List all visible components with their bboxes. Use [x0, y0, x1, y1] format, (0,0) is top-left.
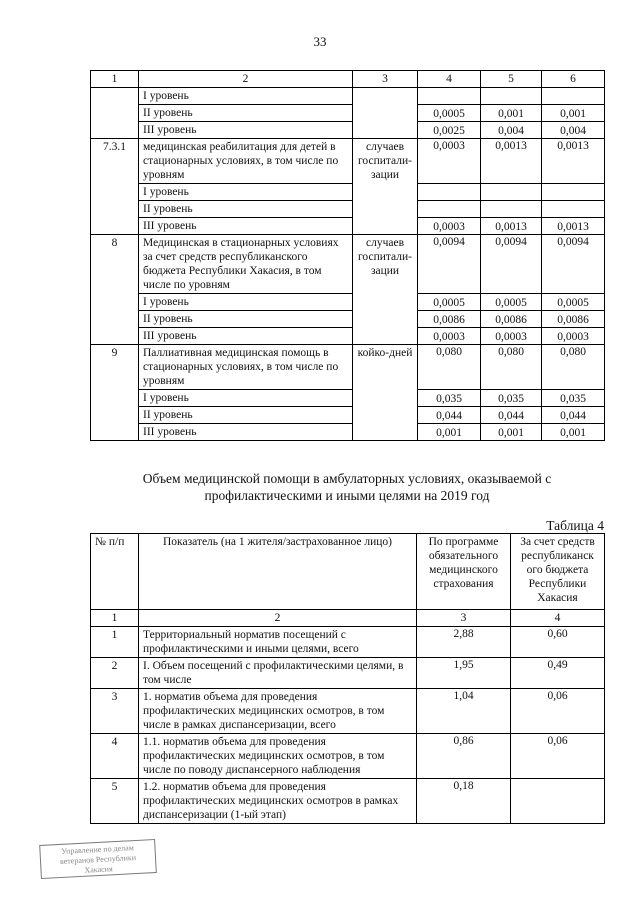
table-row [91, 734, 605, 779]
value-cell: 0,0003 [418, 218, 481, 235]
row-name-cell: III уровень [139, 122, 353, 139]
value-cell: 0,0094 [542, 235, 605, 294]
row-number-cell: 9 [91, 345, 139, 441]
table-row [91, 184, 605, 201]
value-cell [418, 88, 481, 105]
row-name-cell: II уровень [139, 105, 353, 122]
unit-cell: случаев госпитали-зации [353, 235, 418, 345]
table-row [91, 218, 605, 235]
row-name-cell: II уровень [139, 311, 353, 328]
row-number-cell: 5 [91, 779, 139, 824]
header-cell: 6 [542, 71, 605, 88]
page-number: 33 [313, 34, 327, 49]
table-4 [90, 533, 605, 824]
value-cell: 1,95 [417, 658, 511, 689]
table-row [91, 345, 605, 390]
value-cell: 0,86 [417, 734, 511, 779]
table-row [91, 235, 605, 294]
value-cell: 0,60 [511, 627, 605, 658]
table-row [91, 424, 605, 441]
header-budget: За счет средств республиканск ого бюджета Республики Хакасия [511, 534, 605, 610]
value-cell: 0,001 [542, 105, 605, 122]
header-oms: По программе обязательного медицинского страхования [417, 534, 511, 610]
table-row [91, 328, 605, 345]
value-cell: 0,0086 [418, 311, 481, 328]
table-row [91, 779, 605, 824]
value-cell: 0,035 [418, 390, 481, 407]
value-cell: 0,001 [418, 424, 481, 441]
stamp [39, 839, 157, 879]
table-row [91, 689, 605, 734]
value-cell: 0,035 [542, 390, 605, 407]
table-caption: Таблица 4 [546, 518, 604, 533]
row-name-cell: III уровень [139, 424, 353, 441]
value-cell: 1,04 [417, 689, 511, 734]
row-name-cell: I уровень [139, 184, 353, 201]
row-number-cell: 8 [91, 235, 139, 345]
value-cell: 0,0003 [418, 328, 481, 345]
header-cell: 3 [353, 71, 418, 88]
row-name-cell: I уровень [139, 390, 353, 407]
value-cell: 0,004 [542, 122, 605, 139]
header-cell: 1 [91, 71, 139, 88]
value-cell: 0,044 [418, 407, 481, 424]
value-cell: 2,88 [417, 627, 511, 658]
header-cell: 5 [481, 71, 542, 88]
row-name-cell: 1.1. норматив объема для проведения профилактических медицинских осмотров, в том числе по поводу диспансерного наблюдения [139, 734, 417, 779]
table-index-row [91, 610, 605, 627]
value-cell [542, 88, 605, 105]
value-cell: 0,0013 [542, 218, 605, 235]
value-cell: 0,0094 [418, 235, 481, 294]
header-cell: 2 [139, 71, 353, 88]
row-name-cell: III уровень [139, 328, 353, 345]
value-cell: 0,0013 [542, 139, 605, 184]
row-number-cell: 4 [91, 734, 139, 779]
table-row [91, 88, 605, 105]
value-cell: 0,0005 [418, 294, 481, 311]
value-cell [481, 201, 542, 218]
value-cell [542, 184, 605, 201]
header-indicator: Показатель (на 1 жителя/застрахованное лицо) [139, 534, 417, 610]
value-cell: 0,080 [542, 345, 605, 390]
row-number-cell: 7.3.1 [91, 139, 139, 235]
value-cell: 0,0086 [542, 311, 605, 328]
value-cell: 0,06 [511, 689, 605, 734]
value-cell: 0,49 [511, 658, 605, 689]
value-cell: 0,0013 [481, 218, 542, 235]
row-number-cell: 1 [91, 627, 139, 658]
value-cell: 0,035 [481, 390, 542, 407]
table-row [91, 294, 605, 311]
value-cell: 0,044 [481, 407, 542, 424]
row-name-cell: II уровень [139, 407, 353, 424]
table-row [91, 407, 605, 424]
table-row [91, 139, 605, 184]
value-cell: 0,080 [418, 345, 481, 390]
row-number-cell: 3 [91, 689, 139, 734]
value-cell: 0,18 [417, 779, 511, 824]
value-cell: 0,001 [542, 424, 605, 441]
header-num: № п/п [91, 534, 139, 610]
value-cell: 0,06 [511, 734, 605, 779]
value-cell: 0,0025 [418, 122, 481, 139]
value-cell: 0,0005 [481, 294, 542, 311]
table-row [91, 201, 605, 218]
value-cell [481, 184, 542, 201]
table-row [91, 311, 605, 328]
row-name-cell: II уровень [139, 201, 353, 218]
row-name-cell: I. Объем посещений с профилактическими целями, в том числе [139, 658, 417, 689]
table-row [91, 105, 605, 122]
table-row [91, 390, 605, 407]
row-name-cell: III уровень [139, 218, 353, 235]
header-cell: 4 [418, 71, 481, 88]
stamp-line: Управление по делам [60, 843, 135, 856]
table-row [91, 122, 605, 139]
value-cell [418, 184, 481, 201]
value-cell: 0,0094 [481, 235, 542, 294]
unit-cell: случаев госпитали-зации [353, 139, 418, 235]
row-name-cell: Медицинская в стационарных условиях за счет средств республиканского бюджета Республики Хакасия, в том числе по уровням [139, 235, 353, 294]
index-cell: 3 [417, 610, 511, 627]
value-cell: 0,044 [542, 407, 605, 424]
row-name-cell: Территориальный норматив посещений с профилактическими и иными целями, всего [139, 627, 417, 658]
row-name-cell: Паллиативная медицинская помощь в стационарных условиях, в том числе по уровням [139, 345, 353, 390]
value-cell: 0,0005 [542, 294, 605, 311]
table-row [91, 627, 605, 658]
row-name-cell: 1. норматив объема для проведения профилактических медицинских осмотров, в том числе в рамках диспансеризации, всего [139, 689, 417, 734]
section-heading: Объем медицинской помощи в амбулаторных условиях, оказываемой с профилактическими и иными целями на 2019 год [142, 471, 552, 503]
table-3 [90, 70, 605, 441]
value-cell: 0,0013 [481, 139, 542, 184]
value-cell [418, 201, 481, 218]
row-name-cell: I уровень [139, 294, 353, 311]
table-header-row [91, 71, 605, 88]
value-cell: 0,004 [481, 122, 542, 139]
unit-cell: койко-дней [353, 345, 418, 441]
value-cell: 0,0003 [542, 328, 605, 345]
value-cell [481, 88, 542, 105]
unit-cell [353, 88, 418, 139]
row-name-cell: 1.2. норматив объема для проведения профилактических медицинских осмотров в рамках диспансеризации (1-ый этап) [139, 779, 417, 824]
stamp-line: Хакасия [84, 864, 113, 875]
row-name-cell: I уровень [139, 88, 353, 105]
row-number-cell: 2 [91, 658, 139, 689]
value-cell: 0,0003 [418, 139, 481, 184]
value-cell: 0,0005 [418, 105, 481, 122]
row-number-cell [91, 88, 139, 139]
table-header-row [91, 534, 605, 610]
value-cell: 0,0003 [481, 328, 542, 345]
row-name-cell: медицинская реабилитация для детей в стационарных условиях, в том числе по уровням [139, 139, 353, 184]
index-cell: 2 [139, 610, 417, 627]
value-cell: 0,0086 [481, 311, 542, 328]
table-row [91, 658, 605, 689]
stamp-line: ветеранов Республики [59, 853, 137, 866]
value-cell [511, 779, 605, 824]
value-cell: 0,001 [481, 105, 542, 122]
value-cell: 0,080 [481, 345, 542, 390]
index-cell: 1 [91, 610, 139, 627]
index-cell: 4 [511, 610, 605, 627]
value-cell [542, 201, 605, 218]
value-cell: 0,001 [481, 424, 542, 441]
